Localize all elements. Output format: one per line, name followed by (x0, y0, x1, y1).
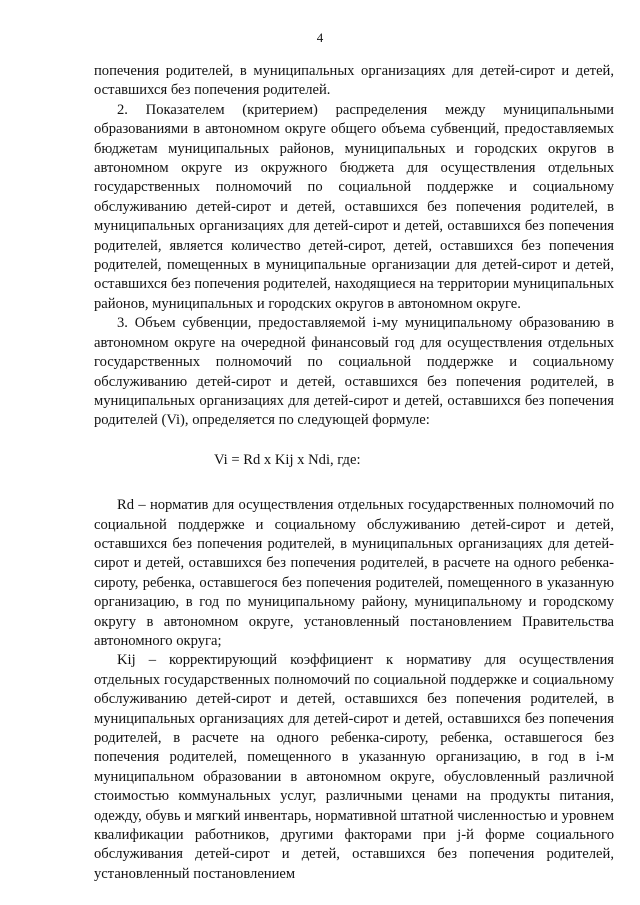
paragraph-2: 2. Показателем (критерием) распределения между муниципальными образованиями в автономном округе общего объема субвенций, предоставляемых бюджетам муниципальных районов, муниципальных и городских округов в автономном округе из окружного бюджета для осуществления отдельных государственных полномочий по социальной поддержке и социальному обслуживанию детей-сирот и детей, оставшихся без попечения родителей, в муниципальных организациях для детей-сирот и детей, оставшихся без попечения родителей, является количество детей-сирот, детей, оставшихся без попечения родителей, помещенных в муниципальные организации для детей-сирот и детей, оставшихся без попечения родителей, находящиеся на территории муниципальных районов, муниципальных и городских округов в автономном округе. (94, 101, 614, 312)
paragraph-rd-definition: Rd – норматив для осуществления отдельных государственных полномочий по социальной поддержке и социальному обслуживанию детей-сирот и детей, оставшихся без попечения родителей, в муниципальных организациях для детей-сирот и детей, оставшихся без попечения родителей, в расчете на одного ребенка-сироту, ребенка, оставшегося без попечения родителей, помещенного в указанную организацию, в год по муниципальному району, муниципальному и городскому округу в автономном округе, установленный постановлением Правительства автономного округа; (94, 497, 614, 649)
paragraph-kij-definition: Kij – корректирующий коэффициент к нормативу для осуществления отдельных государственных полномочий по социальной поддержке и социальному обслуживанию детей-сирот и детей, оставшихся без попечения родителей, в муниципальных организациях для детей-сирот и детей, оставшихся без попечения родителей, в расчете на одного ребенка-сироту, ребенка, оставшегося без попечения родителей, помещенного в указанную организацию, в год в i-м муниципальном образовании в автономном округе, обусловленный различной стоимостью коммунальных услуг, различными ценами на продукты питания, одежду, обувь и мягкий инвентарь, нормативной штатной численностью и уровнем квалификации работников, другими факторами при j-й форме социального обслуживания детей-сирот и детей, оставшихся без попечения родителей, установленный постановлением (94, 652, 614, 882)
document-body (94, 62, 614, 884)
paragraph-3: 3. Объем субвенции, предоставляемой i-му муниципальному образованию в автономном округе на очередной финансовый год для осуществления отдельных государственных полномочий по социальной поддержке и социальному обслуживанию детей-сирот и детей, оставшихся без попечения родителей, в муниципальных организациях для детей-сирот и детей, оставшихся без попечения родителей (Vi), определяется по следующей формуле: (94, 315, 614, 429)
page-number: 4 (316, 30, 324, 45)
paragraph-continuation: попечения родителей, в муниципальных организациях для детей-сирот и детей, оставшихся без попечения родителей. (94, 63, 614, 99)
subvention-formula: Vi = Rd x Kij x Ndi, где: (214, 451, 361, 468)
